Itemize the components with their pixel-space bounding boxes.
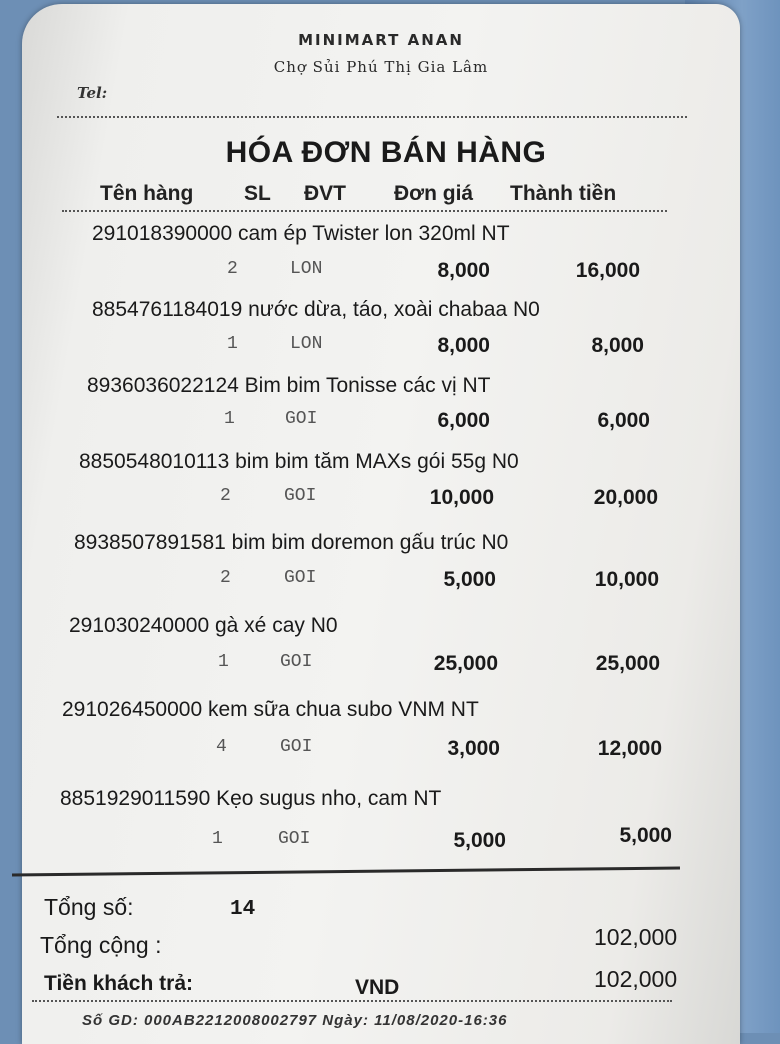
item-price: 8,000	[437, 334, 490, 357]
tel-label: Tel:	[77, 84, 108, 102]
item-price: 25,000	[433, 652, 498, 675]
item-unit: GOI	[278, 829, 311, 849]
receipt-title: HÓA ĐƠN BÁN HÀNG	[225, 136, 547, 169]
currency-label: VND	[355, 976, 400, 999]
item-unit: GOI	[284, 568, 317, 588]
total-qty-value: 14	[230, 898, 256, 921]
item-name: 291018390000 cam ép Twister lon 320ml NT	[92, 222, 510, 245]
item-name: 8938507891581 bim bim doremon gấu trúc N0	[74, 531, 509, 554]
store-name: MINIMART ANAN	[298, 31, 464, 49]
item-qty: 1	[218, 652, 229, 672]
col-header-amount: Thành tiền	[510, 182, 617, 205]
item-amount: 16,000	[575, 259, 640, 282]
item-amount: 6,000	[597, 409, 650, 432]
total-label: Tổng cộng :	[40, 932, 162, 958]
item-price: 5,000	[443, 568, 496, 591]
item-amount: 20,000	[593, 486, 658, 509]
total-value: 102,000	[594, 924, 678, 950]
item-unit: GOI	[280, 652, 313, 672]
divider	[32, 1000, 672, 1002]
item-price: 5,000	[453, 829, 506, 852]
item-unit: GOI	[284, 486, 317, 506]
paid-value: 102,000	[594, 966, 678, 992]
item-amount: 10,000	[594, 568, 659, 591]
total-qty-label: Tổng số:	[44, 894, 134, 920]
item-qty: 2	[220, 568, 231, 588]
item-qty: 4	[216, 737, 227, 757]
col-header-name: Tên hàng	[100, 182, 194, 205]
item-amount: 12,000	[597, 737, 662, 760]
col-header-price: Đơn giá	[394, 182, 474, 205]
item-unit: GOI	[280, 737, 313, 757]
item-qty: 1	[224, 409, 235, 429]
item-amount: 8,000	[591, 334, 644, 357]
item-name: 291026450000 kem sữa chua subo VNM NT	[62, 698, 479, 721]
divider	[57, 116, 687, 118]
receipt	[22, 4, 740, 1044]
item-unit: LON	[290, 334, 323, 354]
item-qty: 2	[220, 486, 231, 506]
item-amount: 25,000	[595, 652, 660, 675]
item-name: 8850548010113 bim bim tăm MAXs gói 55g N0	[79, 450, 519, 473]
item-price: 10,000	[429, 486, 494, 509]
item-qty: 2	[227, 259, 238, 279]
item-qty: 1	[212, 829, 223, 849]
item-price: 6,000	[437, 409, 490, 432]
transaction-footer: Số GD: 000AB2212008002797 Ngày: 11/08/2020-16:36	[82, 1012, 508, 1029]
item-price: 8,000	[437, 259, 490, 282]
item-name: 8854761184019 nước dừa, táo, xoài chabaa N0	[92, 298, 540, 321]
item-name: 291030240000 gà xé cay N0	[69, 614, 338, 637]
item-qty: 1	[227, 334, 238, 354]
item-price: 3,000	[447, 737, 500, 760]
divider	[12, 867, 680, 877]
item-name: 8936036022124 Bim bim Tonisse các vị NT	[87, 374, 491, 397]
paid-label: Tiền khách trả:	[44, 972, 193, 995]
item-name: 8851929011590 Kẹo sugus nho, cam NT	[60, 787, 442, 810]
item-amount: 5,000	[619, 824, 672, 847]
item-unit: GOI	[285, 409, 318, 429]
col-header-unit: ĐVT	[304, 182, 346, 205]
divider	[62, 210, 667, 212]
col-header-qty: SL	[244, 182, 271, 205]
item-unit: LON	[290, 259, 323, 279]
store-address: Chợ Sủi Phú Thị Gia Lâm	[273, 58, 489, 76]
